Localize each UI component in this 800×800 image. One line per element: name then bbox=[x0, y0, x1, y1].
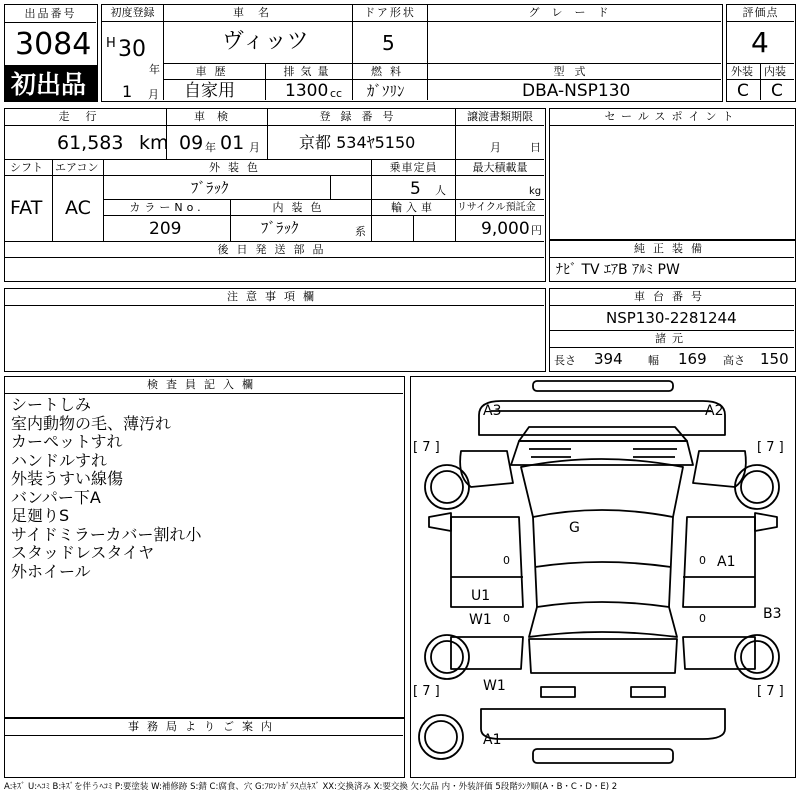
inspection-year: 09 bbox=[179, 132, 204, 154]
ac: AC bbox=[65, 197, 91, 219]
equipment-box bbox=[549, 240, 796, 282]
transfer-day-unit: 日 bbox=[530, 141, 541, 154]
color-no: 209 bbox=[149, 219, 182, 239]
capacity-unit: 人 bbox=[435, 184, 446, 197]
damage-mark: A1 bbox=[717, 554, 736, 570]
inspector-label: 検査員記入欄 bbox=[147, 378, 261, 391]
model: DBA-NSP130 bbox=[522, 81, 631, 101]
inspector-note: スタッドレスタイヤ bbox=[11, 543, 155, 562]
later-parts-label: 後日発送部品 bbox=[217, 243, 332, 256]
int-color: ﾌﾞﾗｯｸ bbox=[261, 219, 299, 237]
damage-mark: U1 bbox=[471, 588, 491, 604]
transfer-label: 譲渡書類期限 bbox=[467, 110, 533, 123]
specs-table bbox=[4, 108, 546, 282]
width: 169 bbox=[678, 350, 707, 368]
damage-mark: 0 bbox=[699, 612, 706, 625]
inspector-note: バンパー下A bbox=[11, 487, 101, 507]
office-label: 事務局よりご案内 bbox=[128, 720, 280, 733]
history-label: 車歴 bbox=[195, 65, 234, 78]
length-label: 長さ bbox=[554, 354, 576, 367]
tread-depth-label: [ 7 ] bbox=[413, 684, 440, 699]
ext-color-label: 外装色 bbox=[209, 161, 266, 174]
height: 150 bbox=[760, 350, 789, 368]
exterior-grade: C bbox=[737, 81, 749, 101]
damage-mark: A3 bbox=[483, 403, 502, 419]
recycle-label: リサイクル預託金 bbox=[457, 202, 536, 213]
dims-label: 諸元 bbox=[655, 332, 689, 345]
first-listing-label: 初出品 bbox=[11, 70, 87, 99]
model-label: 型式 bbox=[553, 65, 596, 78]
year: 30 bbox=[118, 37, 146, 62]
caution-label: 注意事項欄 bbox=[227, 290, 322, 303]
damage-mark: 0 bbox=[503, 554, 510, 567]
width-label: 幅 bbox=[648, 354, 659, 367]
inspector-note: 外ホイール bbox=[11, 561, 91, 581]
inspector-note: ハンドルすれ bbox=[11, 450, 108, 470]
exterior-grade-label: 外装 bbox=[731, 65, 753, 78]
tread-depth-label: [ 7 ] bbox=[757, 684, 784, 699]
sales-points-box bbox=[549, 108, 796, 240]
inspector-note: シートしみ bbox=[11, 395, 92, 414]
grade-label: グレード bbox=[528, 6, 621, 19]
chassis: NSP130-2281244 bbox=[606, 309, 737, 327]
door-label: ドア形状 bbox=[364, 6, 416, 19]
caution-box bbox=[4, 288, 546, 372]
inspector-note: サイドミラーカバー割れ小 bbox=[11, 524, 202, 544]
car-outline-icon bbox=[411, 377, 794, 776]
damage-mark: A2 bbox=[705, 403, 724, 419]
car-name: ヴィッツ bbox=[222, 29, 309, 54]
damage-mark: G bbox=[569, 520, 580, 536]
interior-grade-label: 内装 bbox=[764, 65, 786, 78]
inspector-note: 室内動物の毛、薄汚れ bbox=[11, 413, 172, 433]
int-color-unit: 系 bbox=[355, 225, 366, 238]
tread-depth-label: [ 7 ] bbox=[757, 440, 784, 455]
inspection-month-unit: 月 bbox=[249, 141, 260, 154]
inspector-note: カーペットすれ bbox=[11, 432, 123, 451]
transfer-month-unit: 月 bbox=[490, 141, 501, 154]
sales-points-label: セールスポイント bbox=[604, 110, 740, 123]
lot-number-label: 出品番号 bbox=[24, 7, 77, 20]
int-color-label: 内装色 bbox=[272, 201, 330, 214]
inspector-note: 足廻りS bbox=[11, 506, 70, 525]
car-name-label: 車名 bbox=[233, 6, 283, 19]
recycle-unit: 円 bbox=[531, 224, 542, 237]
equipment-label: 純正装備 bbox=[634, 242, 710, 255]
interior-grade: C bbox=[771, 81, 783, 101]
lot-number: 3084 bbox=[15, 27, 92, 62]
month: 1 bbox=[122, 82, 133, 101]
era: H bbox=[106, 36, 116, 51]
inspector-note: 外装うすい線傷 bbox=[11, 469, 124, 488]
damage-mark: 0 bbox=[503, 612, 510, 625]
fuel-label: 燃料 bbox=[371, 65, 409, 78]
mileage-unit: km bbox=[139, 132, 169, 154]
shift: FAT bbox=[10, 197, 43, 219]
damage-mark: 0 bbox=[699, 554, 706, 567]
score: 4 bbox=[751, 26, 769, 59]
damage-mark: W1 bbox=[483, 678, 506, 694]
lot-number-box bbox=[4, 4, 98, 66]
inspector-notes-box bbox=[4, 376, 405, 718]
max-load-label: 最大積載量 bbox=[472, 161, 528, 174]
vehicle-header-table bbox=[101, 4, 723, 102]
month-unit: 月 bbox=[148, 88, 159, 101]
year-unit: 年 bbox=[149, 63, 160, 76]
capacity: 5 bbox=[410, 179, 421, 199]
plate-label: 登録番号 bbox=[319, 110, 404, 123]
recycle: 9,000 bbox=[481, 219, 530, 239]
inspection-month: 01 bbox=[220, 132, 245, 154]
mileage: 61,583 bbox=[57, 132, 124, 154]
first-listing-badge bbox=[4, 66, 98, 102]
chassis-box bbox=[549, 288, 796, 372]
tread-depth-label: [ 7 ] bbox=[413, 440, 440, 455]
displacement: 1300 bbox=[285, 81, 329, 101]
fuel: ｶﾞｿﾘﾝ bbox=[367, 82, 405, 100]
inspection-year-unit: 年 bbox=[205, 141, 216, 154]
capacity-label: 乗車定員 bbox=[389, 161, 438, 174]
inspection-label: 車検 bbox=[194, 110, 240, 123]
office-box bbox=[4, 718, 405, 778]
inspector-note-list bbox=[11, 396, 202, 581]
damage-mark: B3 bbox=[763, 606, 782, 622]
first-reg-label: 初度登録 bbox=[110, 6, 155, 19]
car-damage-diagram bbox=[410, 376, 796, 778]
score-label: 評価点 bbox=[742, 6, 779, 19]
mileage-label: 走行 bbox=[58, 110, 113, 123]
shift-label: シフト bbox=[10, 161, 43, 174]
damage-mark: W1 bbox=[469, 612, 492, 628]
max-load-unit: kg bbox=[529, 186, 542, 197]
color-no-label: カラーNo. bbox=[129, 201, 205, 214]
legend-text: A:ｷｽﾞ U:ﾍｺﾐ B:ｷｽﾞを伴うﾍｺﾐ P:要塗装 W:補修跡 S:錆 C:腐食、穴 G:ﾌﾛﾝﾄｶﾞﾗｽ点ｷｽﾞ XX:交換済み X:要交換 欠:欠品 内・外装評価 5段階ﾗﾝｸ順(A・B・C・D・E) 2 bbox=[4, 782, 618, 792]
ac-label: エアコン bbox=[55, 161, 99, 174]
displacement-label: 排気量 bbox=[283, 65, 335, 78]
import-label: 輸入車 bbox=[391, 201, 436, 214]
doors: 5 bbox=[382, 31, 395, 55]
damage-mark: A1 bbox=[483, 732, 502, 748]
displacement-unit: cc bbox=[330, 87, 343, 100]
ext-color: ﾌﾞﾗｯｸ bbox=[191, 179, 229, 197]
score-box bbox=[726, 4, 796, 102]
plate: 京都 534ﾔ5150 bbox=[299, 133, 416, 152]
equipment: ﾅﾋﾞ TV ｴｱB ｱﾙﾐ PW bbox=[556, 262, 680, 278]
height-label: 高さ bbox=[723, 354, 745, 367]
chassis-label: 車台番号 bbox=[634, 290, 710, 303]
length: 394 bbox=[594, 350, 623, 368]
history: 自家用 bbox=[184, 81, 235, 101]
